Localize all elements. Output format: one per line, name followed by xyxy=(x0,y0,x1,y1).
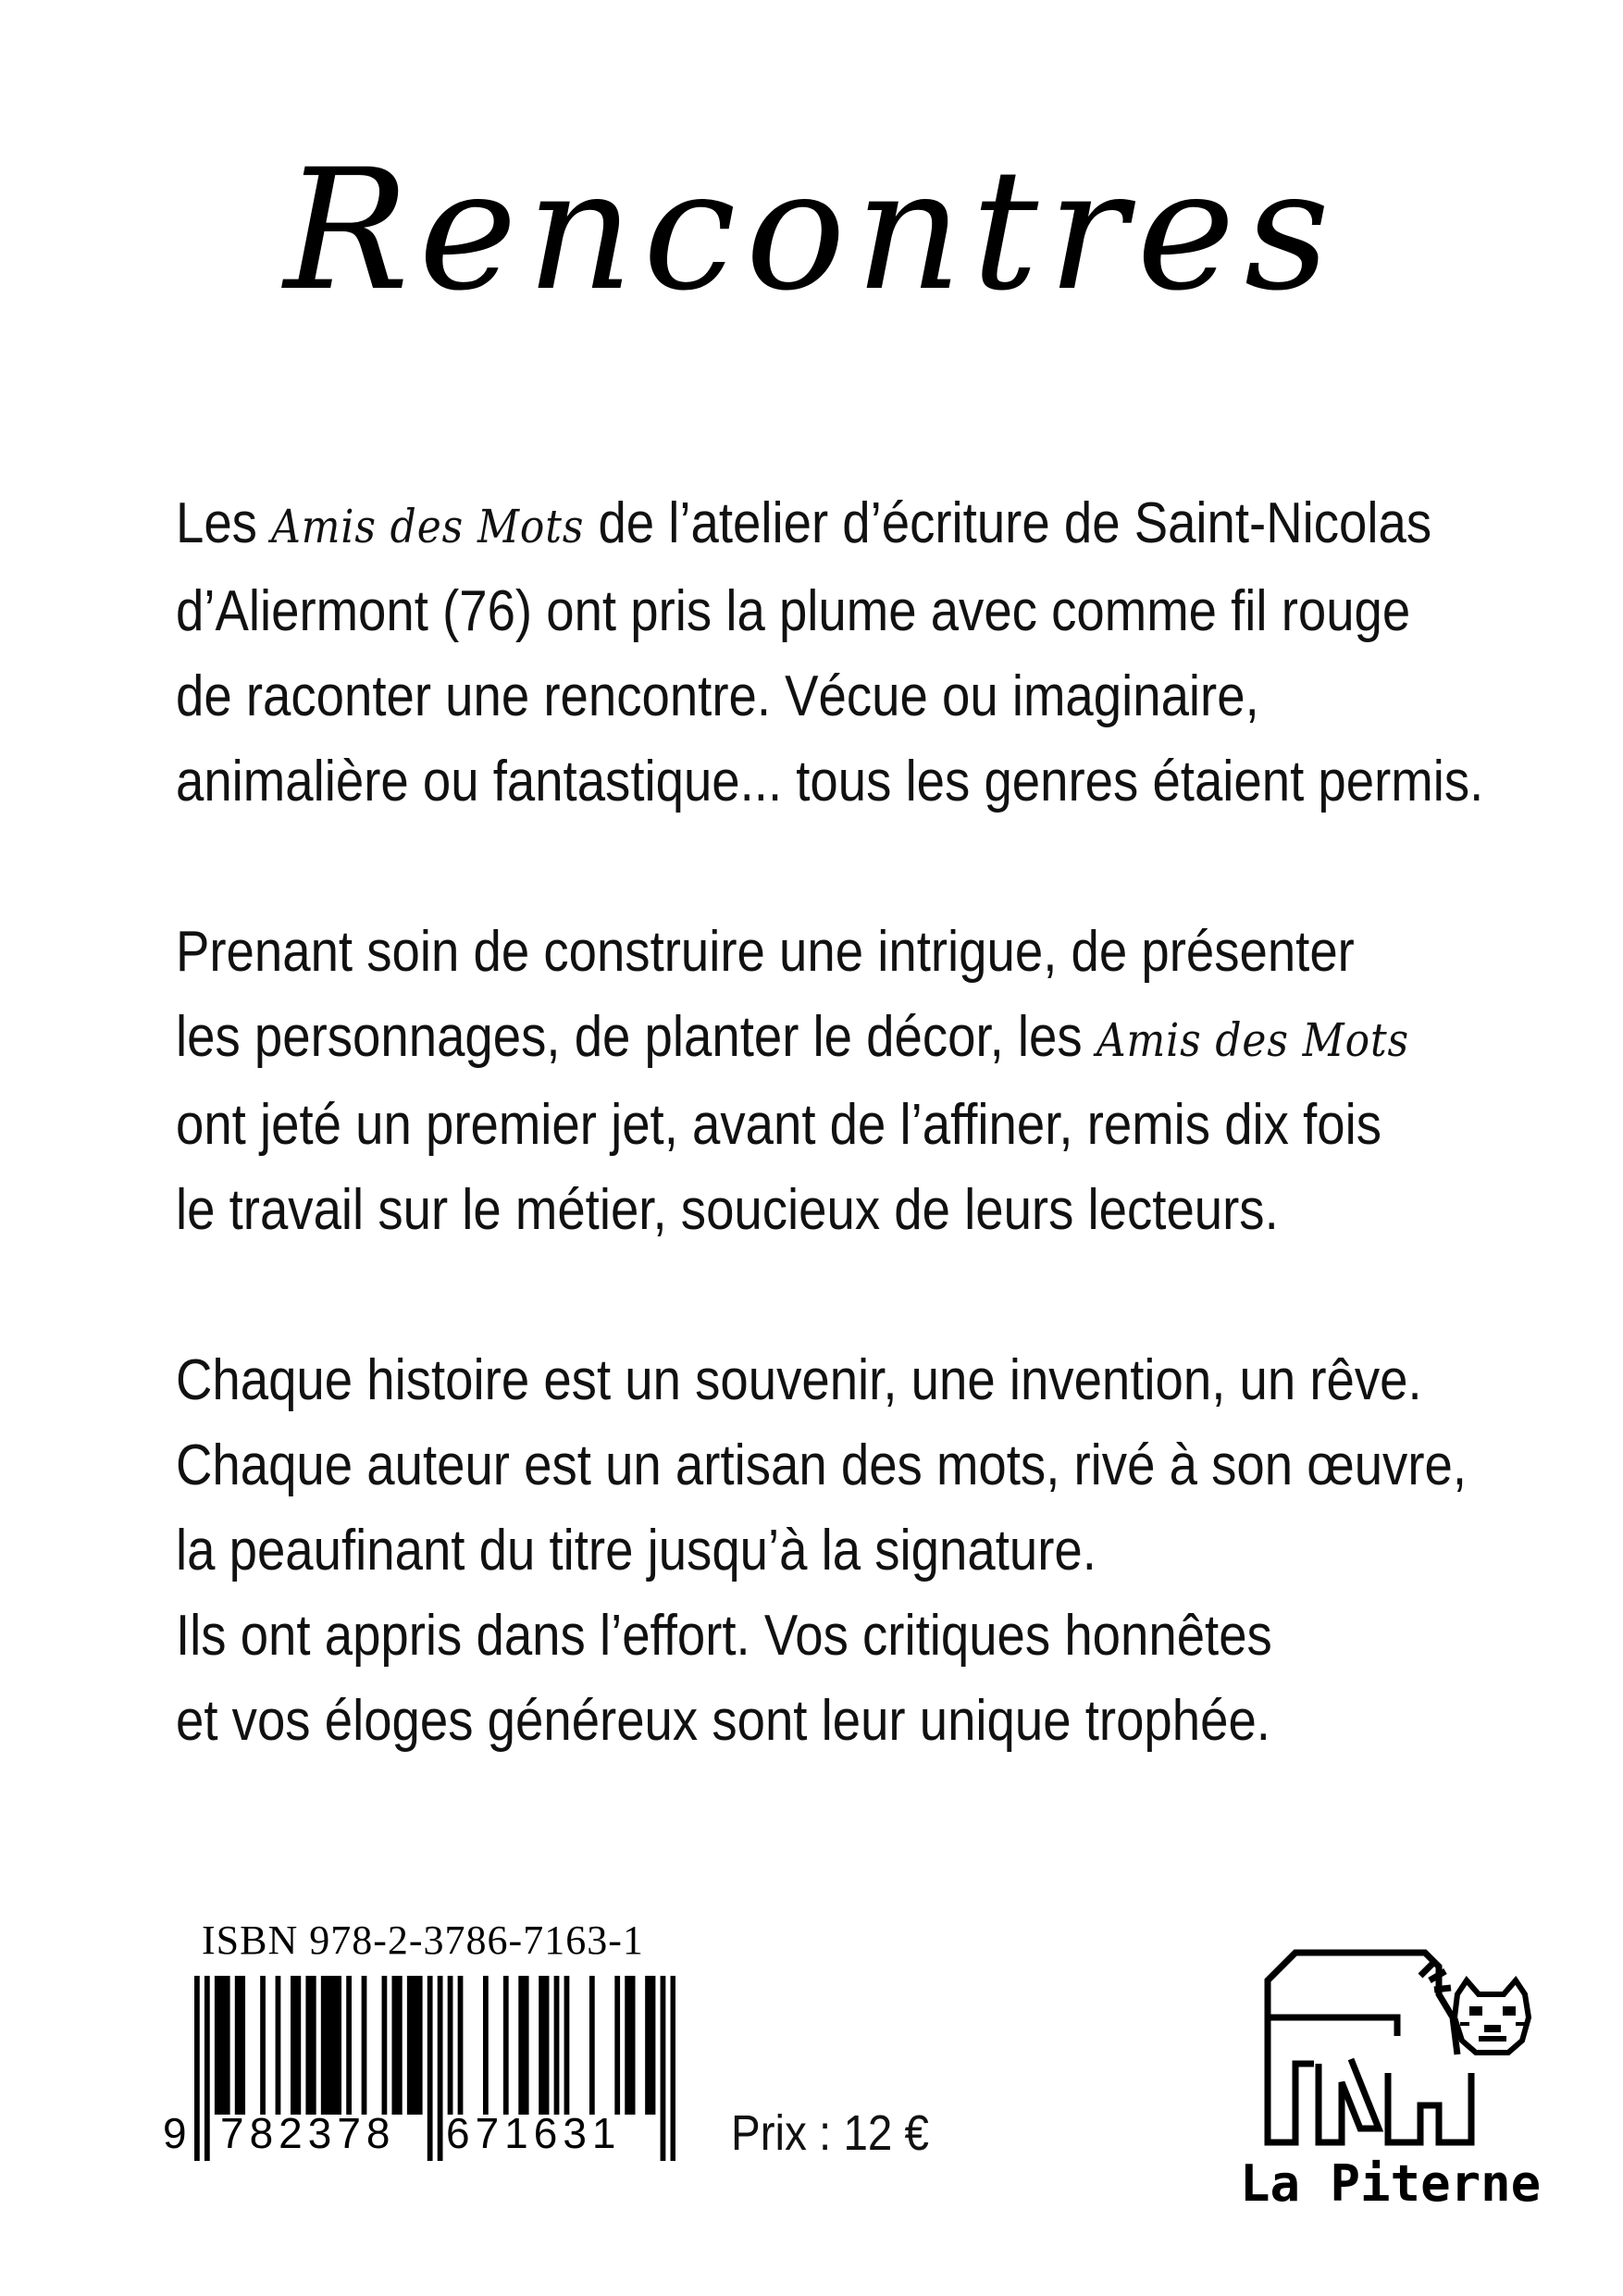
barcode-bar xyxy=(645,1976,650,2115)
barcode-bar xyxy=(235,1976,241,2115)
barcode-guard-bar xyxy=(661,1976,666,2161)
blurb-line: animalière ou fantastique... tous les genres étaient permis. xyxy=(176,750,1484,813)
blurb-paragraph-1 xyxy=(176,481,1484,825)
barcode-bar xyxy=(564,1976,570,2115)
barcode-bar xyxy=(225,1976,230,2115)
barcode-bar xyxy=(625,1976,630,2115)
barcode-bar xyxy=(321,1976,327,2115)
blurb-text: Les xyxy=(176,491,272,555)
barcode-bar xyxy=(544,1976,550,2115)
barcode-bar xyxy=(219,1976,225,2115)
isbn-label: ISBN 978-2-3786-7163-1 xyxy=(202,1917,644,1963)
blurb-line: d’Aliermont (76) ont pris la plume avec comme fil rouge xyxy=(176,579,1411,643)
blurb-line: le travail sur le métier, soucieux de leurs lecteurs. xyxy=(176,1178,1279,1242)
barcode-bar xyxy=(311,1976,316,2115)
blurb xyxy=(176,481,1484,1849)
blurb-line: Prenant soin de construire une intrigue, de présenter xyxy=(176,920,1355,984)
blurb-line: et vos éloges généreux sont leur unique trophée. xyxy=(176,1689,1270,1753)
barcode-bar xyxy=(346,1976,352,2115)
barcode-bar xyxy=(503,1976,509,2115)
blurb-paragraph-2 xyxy=(176,910,1410,1253)
barcode-bar xyxy=(650,1976,656,2115)
barcode-guard-bar xyxy=(427,1976,433,2161)
barcode-bar xyxy=(295,1976,301,2115)
barcode-bar xyxy=(407,1976,413,2115)
barcode-bar xyxy=(382,1976,388,2115)
barcode-bar xyxy=(524,1976,529,2115)
barcode-bar xyxy=(614,1976,620,2115)
barcode-guard-bar xyxy=(671,1976,675,2161)
barcode-bar xyxy=(554,1976,560,2115)
ean-first-digit: 9 xyxy=(163,2109,192,2157)
barcode-bar xyxy=(305,1976,311,2115)
price-label: Prix : 12 € xyxy=(731,2105,929,2161)
blurb-line xyxy=(176,995,1410,1083)
amis-des-mots-script: Amis des Mots xyxy=(271,500,585,553)
barcode-bar xyxy=(215,1976,220,2115)
book-title: Rencontres xyxy=(283,134,1340,328)
blurb-text: de l’atelier d’écriture de Saint-Nicolas xyxy=(584,491,1432,555)
blurb-line: Ils ont appris dans l’effort. Vos critiques honnêtes xyxy=(176,1604,1272,1668)
barcode-bar xyxy=(397,1976,403,2115)
barcode-bar xyxy=(417,1976,423,2115)
barcode-bar xyxy=(276,1976,281,2115)
ean-right-group: 671631 xyxy=(446,2109,622,2157)
blurb-line xyxy=(176,481,1432,569)
blurb-text: les personnages, de planter le décor, les xyxy=(176,1005,1096,1069)
blurb-line: Chaque auteur est un artisan des mots, rivé à son œuvre, xyxy=(176,1433,1468,1497)
barcode-guard-bar xyxy=(204,1976,210,2161)
barcode-bar xyxy=(260,1976,266,2115)
barcode-bar xyxy=(589,1976,595,2115)
barcode-guard-bar xyxy=(438,1976,443,2161)
barcode-bar xyxy=(336,1976,341,2115)
blurb-line: la peaufinant du titre jusqu’à la signature. xyxy=(176,1519,1096,1582)
blurb-line: de raconter une rencontre. Vécue ou imaginaire, xyxy=(176,664,1259,728)
publisher-name: La Piterne xyxy=(1240,2154,1542,2213)
barcode-bar xyxy=(448,1976,453,2115)
barcode-bar xyxy=(483,1976,489,2115)
barcode-bar xyxy=(412,1976,417,2115)
barcode-bar xyxy=(391,1976,397,2115)
barcode-bar xyxy=(630,1976,636,2115)
amis-des-mots-script: Amis des Mots xyxy=(1096,1013,1410,1067)
barcode-guard-bar xyxy=(194,1976,200,2161)
barcode-bar xyxy=(518,1976,524,2115)
bear-cat-pixel-logo-icon xyxy=(1240,1943,1545,2156)
barcode-bar xyxy=(326,1976,331,2115)
ean-left-group: 782378 xyxy=(220,2109,396,2157)
barcode-bar xyxy=(291,1976,296,2115)
blurb-line: Chaque histoire est un souvenir, une invention, un rêve. xyxy=(176,1348,1422,1412)
barcode-bar xyxy=(240,1976,245,2115)
barcode-bar xyxy=(458,1976,464,2115)
barcode-bar xyxy=(331,1976,337,2115)
barcode-bar xyxy=(539,1976,544,2115)
blurb-paragraph-3 xyxy=(176,1338,1468,1764)
blurb-line: ont jeté un premier jet, avant de l’affiner, remis dix fois xyxy=(176,1093,1382,1157)
barcode-bar xyxy=(362,1976,367,2115)
